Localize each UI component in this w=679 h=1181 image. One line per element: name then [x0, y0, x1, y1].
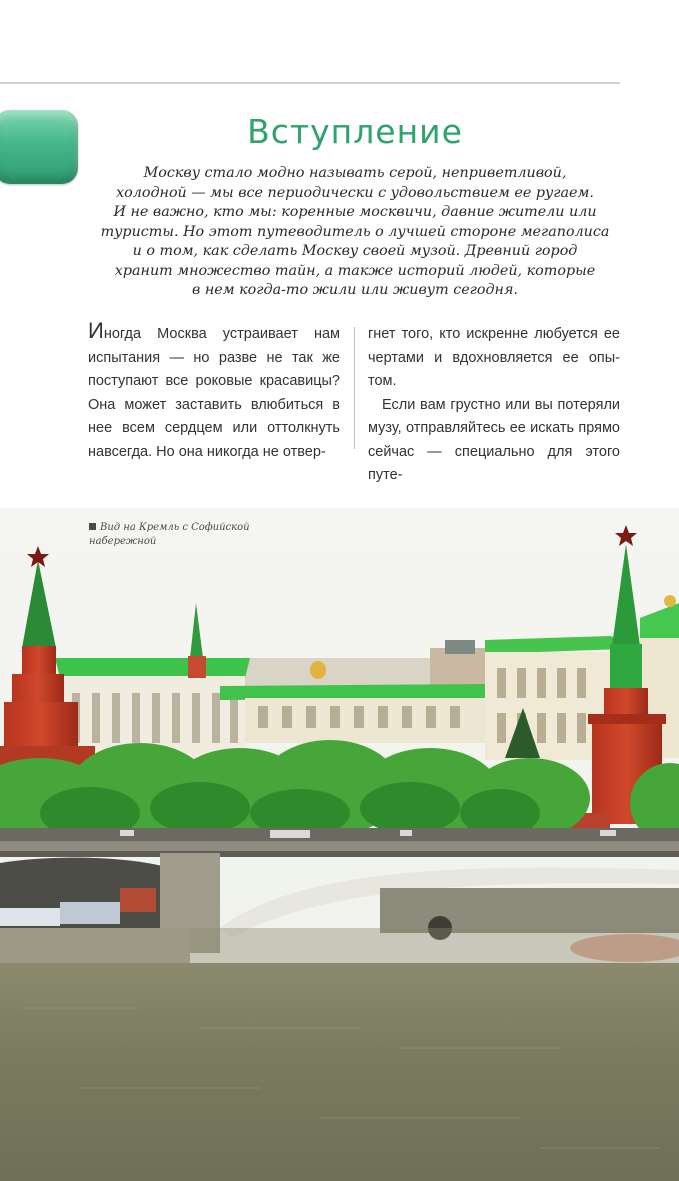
intro-paragraph — [70, 164, 640, 301]
intro-line: холодной — мы все периодически с удовольствием ее ругаем. — [116, 184, 594, 201]
intro-line: Москву стало модно называть серой, неприветливой, — [143, 165, 567, 181]
kremlin-photo — [0, 508, 679, 1181]
intro-line: в нем когда-то жили или живут сегодня. — [192, 282, 518, 298]
photo-caption — [89, 521, 319, 549]
body-text-left: ногда Москва устраивает нам испытания — но разве не так же поступают все роковые красавицы? Она может заставить влюбиться в нее всем сердцем или оттолкнуть навсегда. Но она никогда не отвер- — [88, 326, 340, 460]
photo-caption-text: Вид на Кремль с Софийской набережной — [89, 522, 250, 547]
body-text — [0, 318, 679, 483]
kremlin-illustration — [0, 508, 679, 1181]
column-divider — [354, 327, 355, 449]
intro-line: хранит множество тайн, а также историй людей, которые — [114, 262, 596, 279]
intro-line: и о том, как сделать Москву своей музой. Древний город — [132, 243, 578, 259]
body-paragraph: Если вам грустно или вы потеряли музу, отправляйтесь ее искать прямо сейчас — специально для этого путе- — [368, 396, 620, 483]
body-paragraph: гнет того, кто искренне любуется ее чертами и вдохновляется ее опы-том. — [368, 326, 620, 389]
body-column-left — [88, 318, 340, 464]
caption-bullet-icon — [89, 523, 96, 530]
intro-line: туристы. Но этот путеводитель о лучшей стороне мегаполиса — [100, 223, 610, 240]
chapter-title: Вступление — [247, 112, 463, 151]
intro-line: И не важно, кто мы: коренные москвичи, давние жители или — [113, 204, 597, 220]
drop-cap: И — [88, 318, 104, 343]
body-column-right — [368, 323, 620, 488]
top-rule — [0, 82, 620, 84]
